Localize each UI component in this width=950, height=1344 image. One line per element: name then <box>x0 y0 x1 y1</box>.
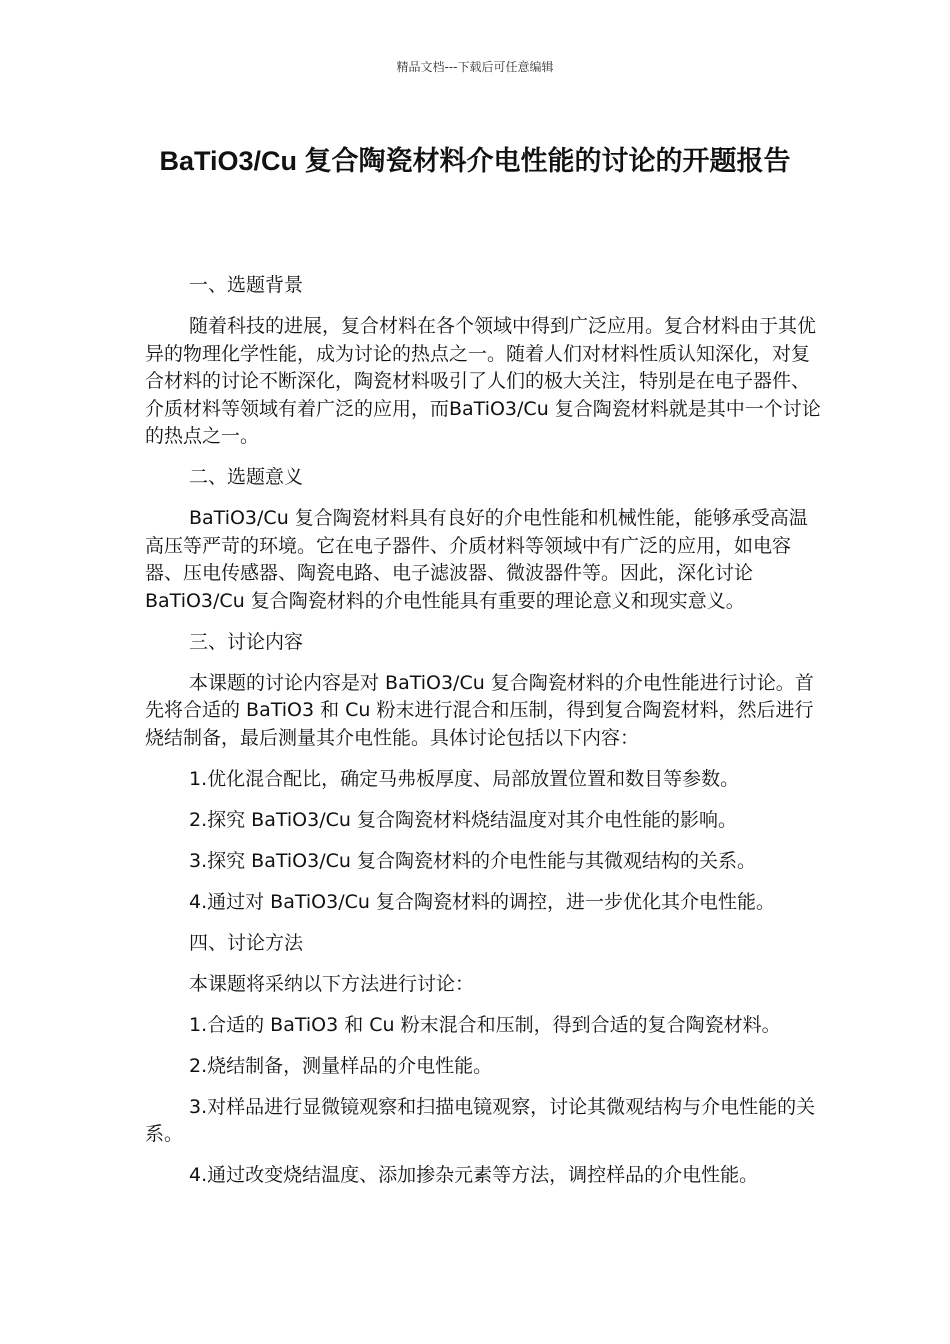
document-body <box>145 272 825 1203</box>
page-title: BaTiO3/Cu 复合陶瓷材料介电性能的讨论的开题报告 <box>159 146 791 176</box>
section-heading-background: 一、选题背景 <box>189 274 304 296</box>
section-heading-significance: 二、选题意义 <box>189 466 304 488</box>
methods-list-item: 2.烧结制备，测量样品的介电性能。 <box>189 1054 493 1077</box>
methods-list-item: 1.合适的 BaTiO3 和 Cu 粉末混合和压制，得到合适的复合陶瓷材料。 <box>189 1013 781 1036</box>
section-heading-methods: 四、讨论方法 <box>189 931 304 954</box>
content-list-item: 4.通过对 BaTiO3/Cu 复合陶瓷材料的调控，进一步优化其介电性能。 <box>189 890 775 913</box>
section-paragraph-content: 本课题的讨论内容是对 BaTiO3/Cu 复合陶瓷材料的介电性能进行讨论。首先将合适的 BaTiO3 和 Cu 粉末进行混合和压制，得到复合陶瓷材料，然后进行烧结制备，最后测量其介电性能。具体讨论包括以下内容： <box>145 671 814 749</box>
content-list-item: 1.优化混合配比，确定马弗板厚度、局部放置位置和数目等参数。 <box>189 767 740 790</box>
section-paragraph-significance: BaTiO3/Cu 复合陶瓷材料具有良好的介电性能和机械性能，能够承受高温高压等严苛的环境。它在电子器件、介质材料等领域中有广泛的应用，如电容器、压电传感器、陶瓷电路、电子滤波器、微波器件等。因此，深化讨论 BaTiO3/Cu 复合陶瓷材料的介电性能具有重要的理论意义和现实意义。 <box>145 507 808 612</box>
methods-list-item: 3.对样品进行显微镜观察和扫描电镜观察，讨论其微观结构与介电性能的关系。 <box>145 1095 816 1145</box>
content-list-item: 3.探究 BaTiO3/Cu 复合陶瓷材料的介电性能与其微观结构的关系。 <box>189 849 756 872</box>
methods-intro: 本课题将采纳以下方法进行讨论： <box>189 972 475 995</box>
content-list-item: 2.探究 BaTiO3/Cu 复合陶瓷材料烧结温度对其介电性能的影响。 <box>189 808 737 831</box>
methods-list-item: 4.通过改变烧结温度、添加掺杂元素等方法，调控样品的介电性能。 <box>189 1164 759 1186</box>
section-heading-content: 三、讨论内容 <box>189 630 304 653</box>
section-paragraph-background: 随着科技的进展，复合材料在各个领域中得到广泛应用。复合材料由于其优异的物理化学性能，成为讨论的热点之一。随着人们对材料性质认知深化，对复合材料的讨论不断深化，陶瓷材料吸引了人们的极大关注，特别是在电子器件、介质材料等领域有着广泛的应用，而BaTiO3/Cu 复合陶瓷材料就是其中一个讨论的热点之一。 <box>145 315 821 447</box>
header-note: 精品文档---下载后可任意编辑 <box>396 60 554 74</box>
